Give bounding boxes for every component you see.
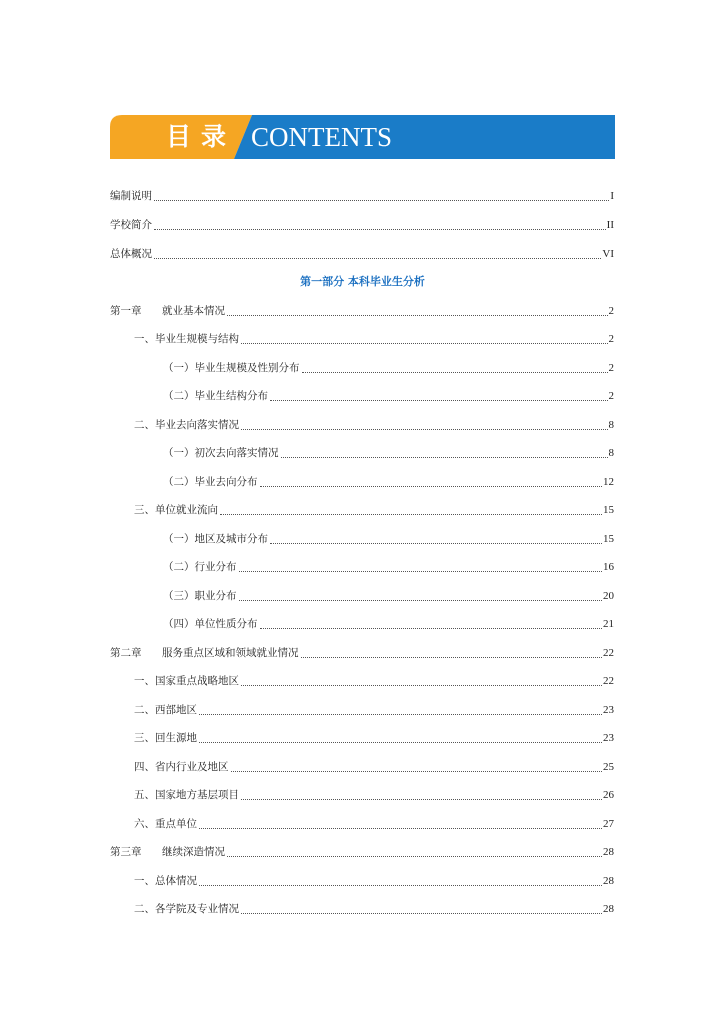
toc-entry-label: （二）毕业去向分布 <box>163 476 258 488</box>
toc-section-entry[interactable] <box>134 501 614 519</box>
dot-leader <box>241 342 608 344</box>
chapter-number: 第二章 <box>110 647 142 659</box>
chapter-title: 服务重点区域和领域就业情况 <box>162 647 299 659</box>
toc-entry-page: 15 <box>603 533 614 545</box>
toc-entry-label: （二）毕业生结构分布 <box>163 390 268 402</box>
toc-entry-page: VI <box>602 248 614 260</box>
dot-leader <box>239 570 603 572</box>
toc-entry-page: 28 <box>603 846 614 858</box>
toc-entry-label: （一）初次去向落实情况 <box>163 447 279 459</box>
toc-subsection-entry[interactable] <box>163 615 614 633</box>
toc-entry-label: 一、毕业生规模与结构 <box>134 333 239 345</box>
toc-entry-page: 25 <box>603 761 614 773</box>
toc-entry-page: 8 <box>608 447 614 459</box>
toc-section-entry[interactable] <box>134 672 614 690</box>
toc-section-entry[interactable] <box>134 786 614 804</box>
title-cn: 目录 <box>166 122 237 151</box>
toc-section-entry[interactable] <box>134 729 614 747</box>
toc-entry-label: 总体概况 <box>110 248 152 260</box>
toc-entry-page: I <box>610 190 614 202</box>
toc-entry-page: 22 <box>603 675 614 687</box>
toc-subsection-entry[interactable] <box>163 530 614 548</box>
chapter-title: 继续深造情况 <box>162 846 225 858</box>
dot-leader <box>270 542 602 544</box>
dot-leader <box>199 827 602 829</box>
toc-entry-page: 2 <box>608 390 614 402</box>
toc-chapter-entry[interactable] <box>110 843 614 861</box>
toc-entry-label: （三）职业分布 <box>163 590 237 602</box>
dot-leader <box>220 513 602 515</box>
toc-entry[interactable] <box>110 187 614 205</box>
toc-entry-label: 编制说明 <box>110 190 152 202</box>
dot-leader <box>231 770 603 772</box>
toc-section-entry[interactable] <box>134 815 614 833</box>
toc-entry-page: 12 <box>603 476 614 488</box>
toc-entry-label: （二）行业分布 <box>163 561 237 573</box>
toc-entry-page: 20 <box>603 590 614 602</box>
toc-entry-page: 23 <box>603 732 614 744</box>
toc-subsection-entry[interactable] <box>163 587 614 605</box>
toc-entry-label: 一、国家重点战略地区 <box>134 675 239 687</box>
dot-leader <box>154 257 601 259</box>
toc-subsection-entry[interactable] <box>163 359 614 377</box>
dot-leader <box>281 456 608 458</box>
toc-entry-label: （四）单位性质分布 <box>163 618 258 630</box>
dot-leader <box>260 485 603 487</box>
dot-leader <box>154 199 609 201</box>
toc-subsection-entry[interactable] <box>163 473 614 491</box>
dot-leader <box>227 314 608 316</box>
dot-leader <box>154 228 606 230</box>
toc-entry-page: 28 <box>603 875 614 887</box>
dot-leader <box>241 798 602 800</box>
toc-entry-page: 2 <box>608 305 614 317</box>
toc-entry-page: 16 <box>603 561 614 573</box>
dot-leader <box>239 599 603 601</box>
dot-leader <box>241 912 602 914</box>
toc-section-entry[interactable] <box>134 758 614 776</box>
toc-entry-label: （一）毕业生规模及性别分布 <box>163 362 300 374</box>
toc-entry[interactable] <box>110 216 614 234</box>
toc-section-entry[interactable] <box>134 900 614 918</box>
toc-entry-label <box>110 302 225 320</box>
toc-entry[interactable] <box>110 245 614 263</box>
toc-entry-label: 二、毕业去向落实情况 <box>134 419 239 431</box>
toc-subsection-entry[interactable] <box>163 387 614 405</box>
toc-entry-page: 2 <box>608 362 614 374</box>
toc-entry-page: 2 <box>608 333 614 345</box>
toc-chapter-entry[interactable] <box>110 644 614 662</box>
toc-entry-page: 15 <box>603 504 614 516</box>
toc-section-entry[interactable] <box>134 416 614 434</box>
toc-entry-label: 二、西部地区 <box>134 704 197 716</box>
toc-entry-label: 五、国家地方基层项目 <box>134 789 239 801</box>
toc-chapter-entry[interactable] <box>110 302 614 320</box>
toc-entry-label: 二、各学院及专业情况 <box>134 903 239 915</box>
dot-leader <box>199 713 602 715</box>
toc-section-entry[interactable] <box>134 701 614 719</box>
dot-leader <box>199 884 602 886</box>
toc-subsection-entry[interactable] <box>163 558 614 576</box>
dot-leader <box>270 399 608 401</box>
toc-entry-label <box>110 644 299 662</box>
dot-leader <box>227 855 602 857</box>
chapter-title: 就业基本情况 <box>162 305 225 317</box>
toc-entry-page: 27 <box>603 818 614 830</box>
toc-entry-page: 21 <box>603 618 614 630</box>
toc-entry-page: 28 <box>603 903 614 915</box>
dot-leader <box>241 428 608 430</box>
part-heading: 第一部分 本科毕业生分析 <box>300 275 425 288</box>
toc-section-entry[interactable] <box>134 872 614 890</box>
chapter-number: 第一章 <box>110 305 142 317</box>
toc-entry-label: 学校简介 <box>110 219 152 231</box>
toc-entry-label: 三、回生源地 <box>134 732 197 744</box>
toc-entry-label: 三、单位就业流向 <box>134 504 218 516</box>
toc-entry-page: 26 <box>603 789 614 801</box>
toc-entry-label: （一）地区及城市分布 <box>163 533 268 545</box>
toc-entry-page: 22 <box>603 647 614 659</box>
dot-leader <box>301 656 603 658</box>
toc-entry-label: 一、总体情况 <box>134 875 197 887</box>
toc-subsection-entry[interactable] <box>163 444 614 462</box>
toc-entry-page: 8 <box>608 419 614 431</box>
toc-entry-page: 23 <box>603 704 614 716</box>
toc-section-entry[interactable] <box>134 330 614 348</box>
toc-entry-label: 四、省内行业及地区 <box>134 761 229 773</box>
dot-leader <box>241 684 602 686</box>
dot-leader <box>260 627 603 629</box>
toc-entry-label: 六、重点单位 <box>134 818 197 830</box>
toc-entry-label <box>110 843 225 861</box>
chapter-number: 第三章 <box>110 846 142 858</box>
dot-leader <box>302 371 608 373</box>
title-en: CONTENTS <box>251 122 392 152</box>
toc-entry-page: II <box>606 219 614 231</box>
dot-leader <box>199 741 602 743</box>
